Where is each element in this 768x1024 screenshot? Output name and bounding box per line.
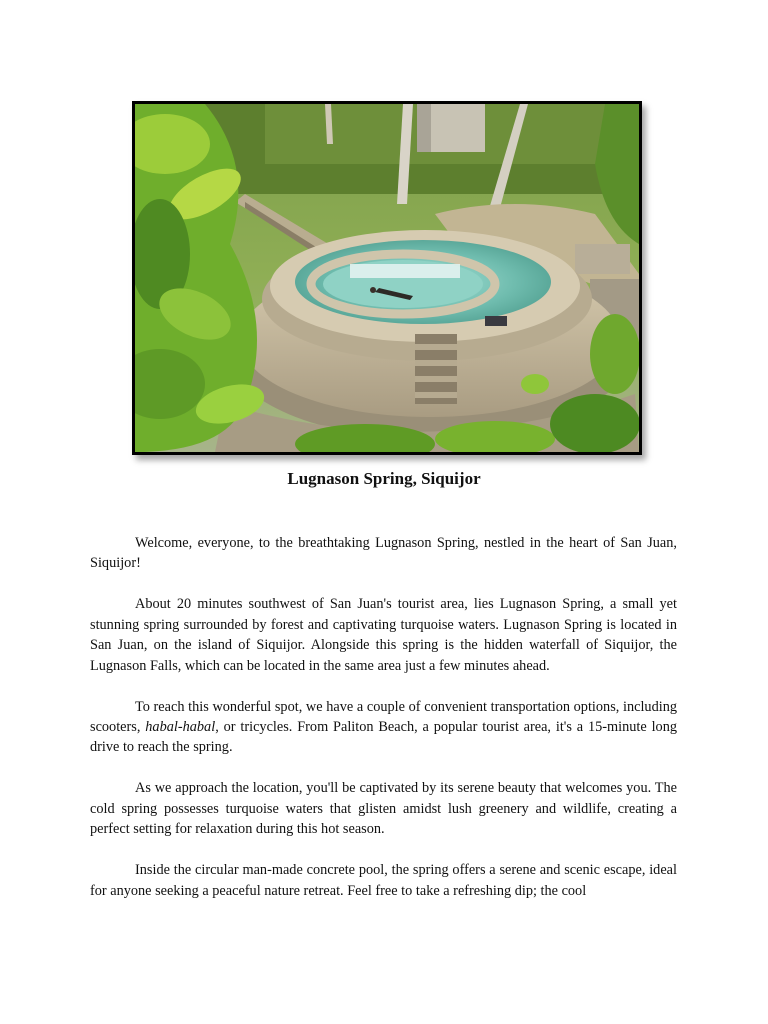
lugnason-spring-photo xyxy=(132,101,642,455)
habal-habal-term: habal-habal xyxy=(145,719,216,736)
figure-caption: Lugnason Spring, Siquijor xyxy=(287,469,481,488)
paragraph-transportation xyxy=(90,697,677,758)
paragraph-welcome: Welcome, everyone, to the breathtaking Lugnason Spring, nestled in the heart of San Juan, Siquijor! xyxy=(90,535,677,572)
paragraph-transportation-part2: , or tricycles. From Paliton Beach, a popular tourist area, it's a 15-minute long drive to reach the spring. xyxy=(90,719,678,756)
article-body xyxy=(90,533,677,922)
paragraph-location: About 20 minutes southwest of San Juan's tourist area, lies Lugnason Spring, a small yet stunning spring surrounded by forest and captivating turquoise waters. Lugnason Spring is located in San Juan, on the island of Siquijor. Alongside this spring is the hidden waterfall of Siquijor, the Lugnason Falls, which can be located in the same area just a few minutes ahead. xyxy=(90,596,677,674)
paragraph-pool: Inside the circular man-made concrete pool, the spring offers a serene and scenic escape, ideal for anyone seeking a peaceful nature retreat. Feel free to take a refreshing dip; the cool xyxy=(90,862,677,899)
spring-photo-illustration xyxy=(135,104,639,452)
paragraph-approach: As we approach the location, you'll be captivated by its serene beauty that welcomes you. The cold spring possesses turquoise waters that glisten amidst lush greenery and wildlife, creating a perfect setting for relaxation during this hot season. xyxy=(90,780,677,838)
paragraph-transportation-part1: To reach this wonderful spot, we have a couple of convenient transportation options, including scooters, xyxy=(90,698,677,736)
